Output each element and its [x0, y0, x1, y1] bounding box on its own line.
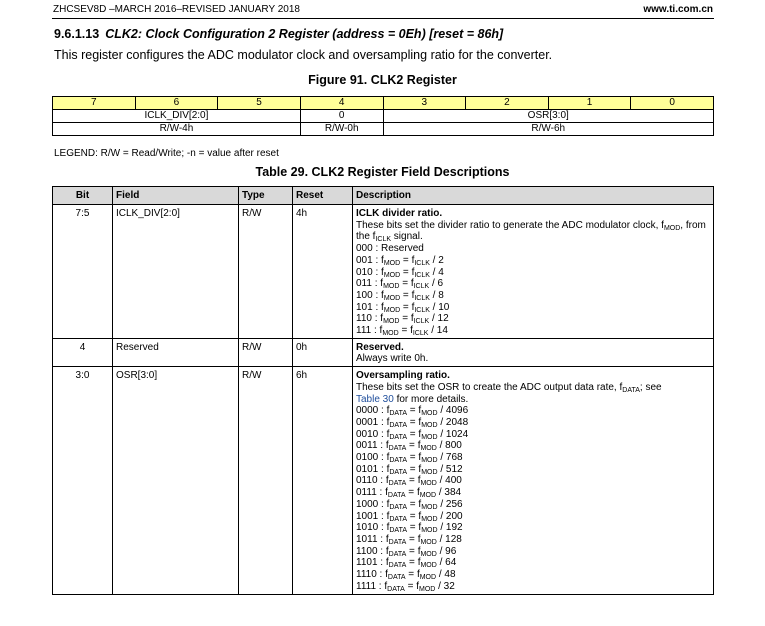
site-link[interactable]: www.ti.com.cn: [643, 4, 713, 15]
encoding-line: 0011 : $f_{DATA} = f_{MOD} / 800$: [356, 440, 462, 453]
encoding-line: 1000 : $f_{DATA} = f_{MOD} / 256$: [356, 498, 463, 511]
bit-number: 4: [300, 97, 383, 110]
access-row: [53, 123, 714, 136]
table-30-link[interactable]: Table 30: [356, 393, 394, 405]
bit-number: 5: [218, 97, 301, 110]
section-title: [54, 27, 503, 41]
encoding-line: 0101 : $f_{DATA} = f_{MOD} / 512$: [356, 463, 463, 476]
desc-title: Oversampling ratio.: [356, 370, 450, 382]
encoding-line: 1001 : $f_{DATA} = f_{MOD} / 200$: [356, 510, 463, 523]
encoding-line: 1111 : $f_{DATA} = f_{MOD} / 32$: [356, 580, 455, 593]
bit-number: 0: [631, 97, 714, 110]
section-heading: CLK2: Clock Configuration 2 Register (address = 0Eh) [reset = 86h]: [105, 27, 504, 41]
cell-type: R/W: [239, 205, 293, 339]
table-header-row: [53, 187, 714, 205]
encoding-line: 0110 : $f_{DATA} = f_{MOD} / 400$: [356, 475, 462, 488]
encoding-line: 001 : $f_{MOD} = f_{ICLK} / 2$: [356, 254, 444, 267]
encoding-line: 1010 : $f_{DATA} = f_{MOD} / 192$: [356, 522, 463, 535]
encoding-list: [356, 255, 710, 337]
access-bit4: R/W-0h: [300, 123, 383, 136]
doc-id: ZHCSEV8D –MARCH 2016–REVISED JANUARY 2018: [53, 4, 300, 15]
field-iclk-div: ICLK_DIV[2:0]: [53, 110, 301, 123]
cell-reset: 6h: [293, 367, 353, 594]
access-iclk-div: R/W-4h: [53, 123, 301, 136]
encoding-line: 0010 : $f_{DATA} = f_{MOD} / 1024$: [356, 428, 469, 441]
table-title: Table 29. CLK2 Register Field Descriptions: [255, 165, 510, 179]
cell-description: [353, 205, 714, 339]
bit-number: 2: [466, 97, 549, 110]
cell-field: ICLK_DIV[2:0]: [113, 205, 239, 339]
encoding-line: 100 : $f_{MOD} = f_{ICLK} / 8$: [356, 289, 444, 302]
header-bit: Bit: [53, 187, 113, 205]
cell-bit: 4: [53, 338, 113, 366]
desc-reserved: 000 : Reserved: [356, 243, 424, 255]
cell-bit: 3:0: [53, 367, 113, 594]
desc-text: Always write 0h.: [356, 353, 429, 365]
cell-type: R/W: [239, 338, 293, 366]
access-osr: R/W-6h: [383, 123, 714, 136]
encoding-line: 010 : $f_{MOD} = f_{ICLK} / 4$: [356, 266, 444, 279]
table-row: [53, 205, 714, 339]
encoding-line: 101 : $f_{MOD} = f_{ICLK} / 10$: [356, 301, 450, 314]
encoding-line: 0100 : $f_{DATA} = f_{MOD} / 768$: [356, 452, 463, 465]
figure-title: Figure 91. CLK2 Register: [308, 73, 457, 87]
encoding-line: 1101 : $f_{DATA} = f_{MOD} / 64$: [356, 557, 457, 570]
encoding-line: 1011 : $f_{DATA} = f_{MOD} / 128$: [356, 533, 462, 546]
header-description: Description: [353, 187, 714, 205]
page-header: [52, 2, 714, 19]
cell-field: OSR[3:0]: [113, 367, 239, 594]
cell-reset: 0h: [293, 338, 353, 366]
section-number: 9.6.1.13: [54, 27, 100, 41]
bit-number: 7: [53, 97, 136, 110]
register-diagram: [52, 96, 714, 136]
header-field: Field: [113, 187, 239, 205]
bit-number: 1: [548, 97, 631, 110]
desc-text: These bits set the OSR to create the ADC output data rate, $f_{DATA}$; see Table 30 for more details.: [356, 381, 662, 405]
desc-title: Reserved.: [356, 341, 404, 353]
bit-number: 6: [135, 97, 218, 110]
desc-title: ICLK divider ratio.: [356, 208, 443, 219]
field-bit4: 0: [300, 110, 383, 123]
encoding-line: 111 : $f_{MOD} = f_{ICLK} / 14$: [356, 325, 448, 338]
cell-description: [353, 338, 714, 366]
table-row: [53, 367, 714, 594]
encoding-line: 011 : $f_{MOD} = f_{ICLK} / 6$: [356, 278, 444, 291]
cell-bit: 7:5: [53, 205, 113, 339]
cell-description: [353, 367, 714, 594]
legend: LEGEND: R/W = Read/Write; -n = value after reset: [54, 148, 279, 159]
encoding-line: 1110 : $f_{DATA} = f_{MOD} / 48$: [356, 569, 456, 582]
encoding-line: 0111 : $f_{DATA} = f_{MOD} / 384$: [356, 487, 462, 500]
field-osr: OSR[3:0]: [383, 110, 714, 123]
encoding-list: [356, 405, 710, 592]
bit-number: 3: [383, 97, 466, 110]
cell-reset: 4h: [293, 205, 353, 339]
encoding-line: 0000 : $f_{DATA} = f_{MOD} / 4096$: [356, 405, 469, 418]
table-row: [53, 338, 714, 366]
header-type: Type: [239, 187, 293, 205]
desc-text: These bits set the divider ratio to generate the ADC modulator clock, $f_{MOD}$, from the $f_{ICLK}$ signal.: [356, 219, 706, 244]
field-name-row: [53, 110, 714, 123]
cell-field: Reserved: [113, 338, 239, 366]
header-reset: Reset: [293, 187, 353, 205]
section-intro: This register configures the ADC modulator clock and oversampling ratio for the converter.: [54, 48, 553, 62]
cell-type: R/W: [239, 367, 293, 594]
bit-number-row: [53, 97, 714, 110]
encoding-line: 1100 : $f_{DATA} = f_{MOD} / 96$: [356, 545, 457, 558]
field-descriptions-table: [52, 186, 714, 595]
encoding-line: 110 : $f_{MOD} = f_{ICLK} / 12$: [356, 313, 449, 326]
encoding-line: 0001 : $f_{DATA} = f_{MOD} / 2048$: [356, 416, 469, 429]
